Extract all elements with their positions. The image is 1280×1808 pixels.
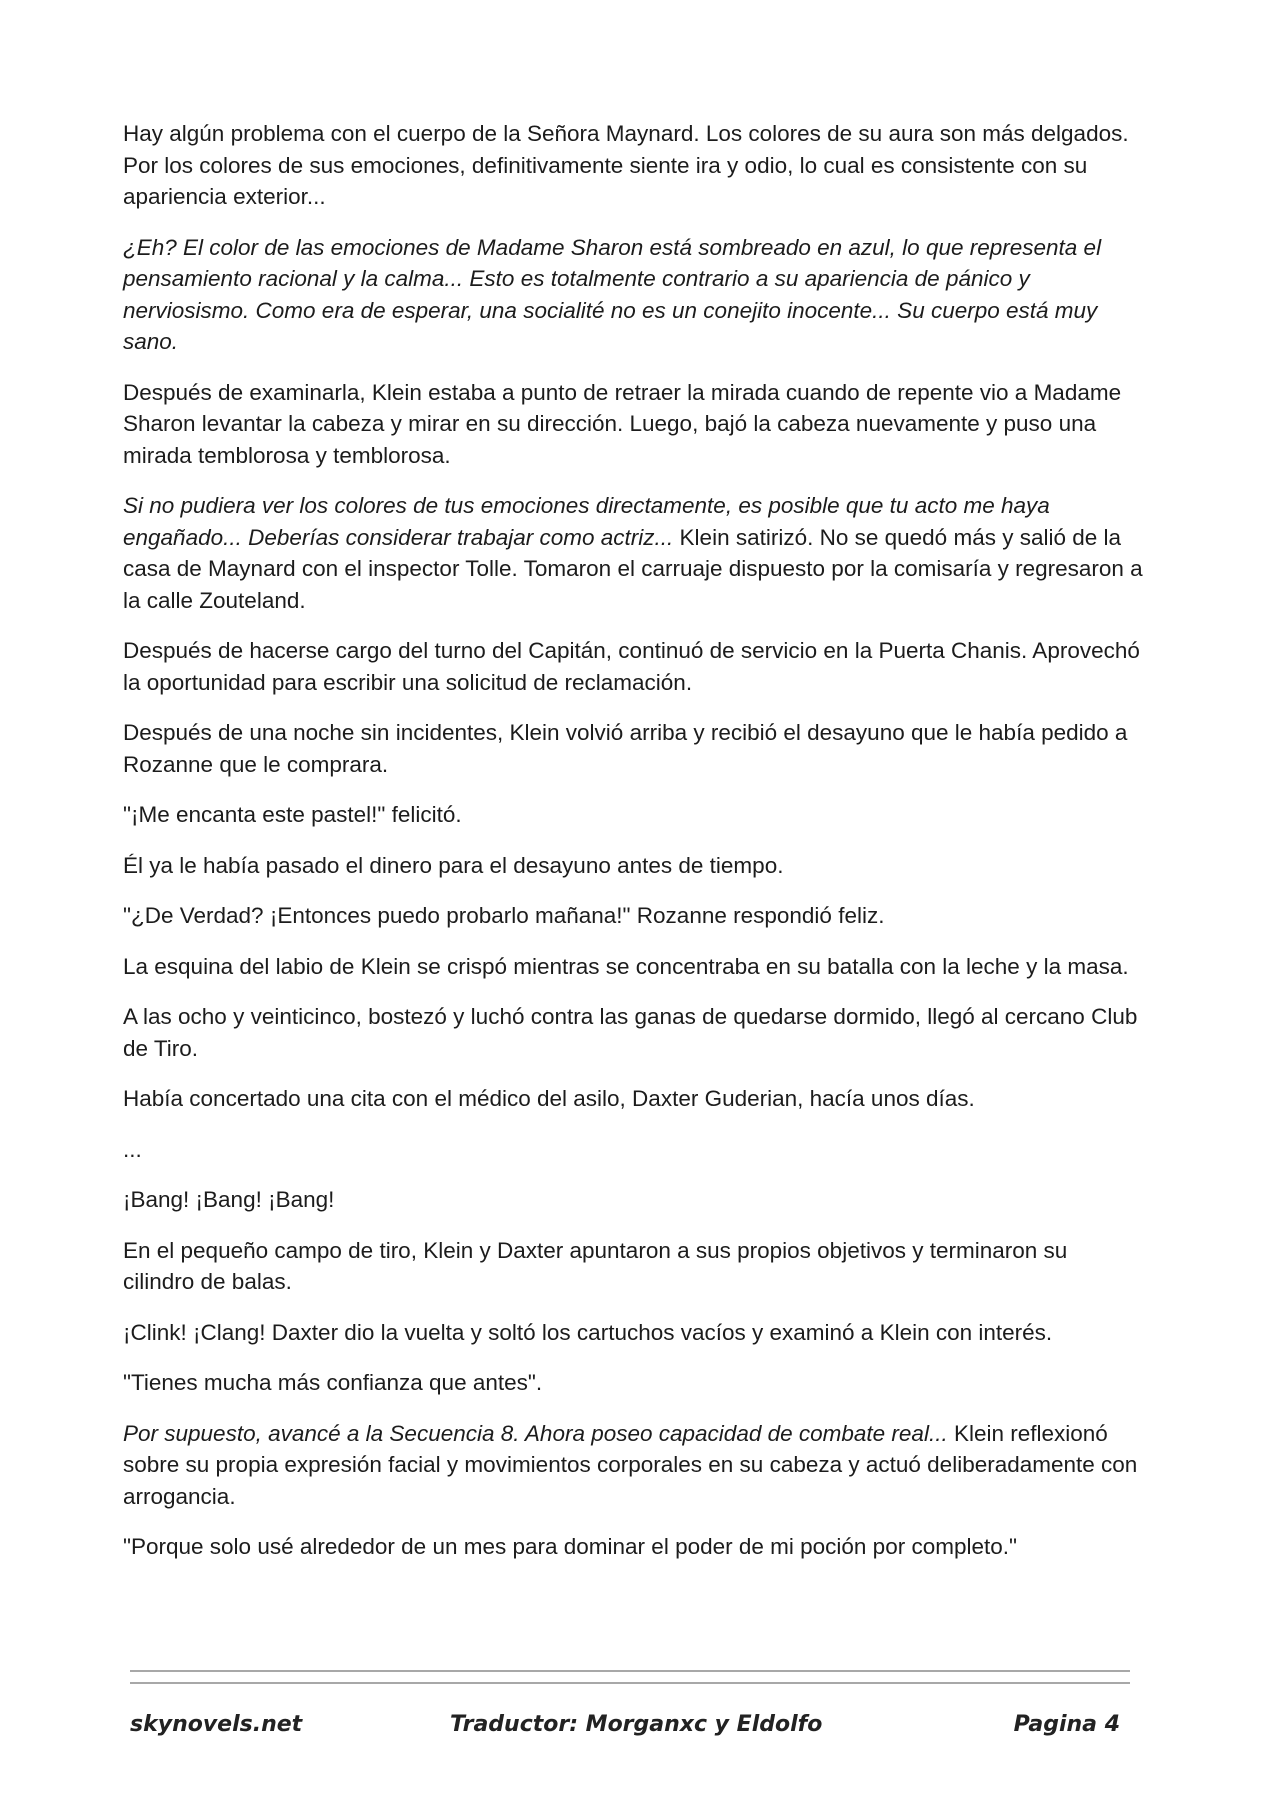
paragraph — [123, 1418, 1143, 1513]
paragraph — [123, 1531, 1143, 1563]
paragraph — [123, 1235, 1143, 1298]
paragraph — [123, 1083, 1143, 1115]
text-run: ... — [123, 1136, 142, 1162]
paragraph — [123, 377, 1143, 472]
paragraph — [123, 118, 1143, 213]
text-run: Después de una noche sin incidentes, Klein volvió arriba y recibió el desayuno que le había pedido a Rozanne que le comprara. — [123, 720, 1128, 777]
text-run: "Tienes mucha más confianza que antes". — [123, 1370, 543, 1395]
footer-page-number: Pagina 4 — [1013, 1712, 1120, 1737]
paragraph — [123, 717, 1143, 780]
text-run: Klein satirizó. No se quedó más y salió de la casa de Maynard con el inspector Tolle. Tomaron el carruaje dispuesto por la comisaría y regresaron a la calle Zouteland. — [123, 524, 1143, 613]
text-run: "¿De Verdad? ¡Entonces puedo probarlo mañana!" Rozanne respondió feliz. — [123, 903, 885, 928]
italic-text-run: ¿Eh? El color de las emociones de Madame Sharon está sombreado en azul, lo que representa el pensamiento racional y la calma... Esto es totalmente contrario a su apariencia de pánico y nerviosismo. Como era de esperar, una socialité no es un conejito inocente... Su cuerpo está muy sano. — [123, 234, 1102, 354]
paragraph — [123, 951, 1143, 983]
document-body — [123, 118, 1143, 1582]
text-run: La esquina del labio de Klein se crispó mientras se concentraba en su batalla con la leche y la masa. — [123, 953, 1129, 979]
footer-translator: Traductor: Morganxc y Eldolfo — [450, 1712, 823, 1737]
text-run: ¡Bang! ¡Bang! ¡Bang! — [123, 1187, 335, 1212]
paragraph — [123, 635, 1143, 698]
text-run: Hay algún problema con el cuerpo de la Señora Maynard. Los colores de su aura son más delgados. Por los colores de sus emociones, definitivamente siente ira y odio, lo cual es consistente con su apariencia exterior... — [123, 121, 1129, 209]
footer-rule-bottom — [130, 1682, 1130, 1684]
paragraph — [123, 1184, 1143, 1216]
text-run: A las ocho y veinticinco, bostezó y luchó contra las ganas de quedarse dormido, llegó al cercano Club de Tiro. — [123, 1004, 1138, 1061]
text-run: En el pequeño campo de tiro, Klein y Daxter apuntaron a sus propios objetivos y terminaron su cilindro de balas. — [123, 1237, 1068, 1294]
paragraph — [123, 232, 1143, 358]
paragraph — [123, 490, 1143, 616]
text-run: ¡Clink! ¡Clang! Daxter dio la vuelta y soltó los cartuchos vacíos y examinó a Klein con interés. — [123, 1319, 1053, 1345]
page-footer — [130, 1712, 1120, 1752]
text-run: "¡Me encanta este pastel!" felicitó. — [123, 802, 462, 827]
scene-break — [123, 1134, 1143, 1166]
text-run: Había concertado una cita con el médico del asilo, Daxter Guderian, hacía unos días. — [123, 1086, 975, 1111]
italic-text-run: Si no pudiera ver los colores de tus emociones directamente, es posible que tu acto me haya engañado... Deberías considerar trabajar como actriz... — [123, 493, 1050, 550]
paragraph — [123, 1317, 1143, 1349]
paragraph — [123, 1001, 1143, 1064]
text-run: Él ya le había pasado el dinero para el desayuno antes de tiempo. — [123, 852, 784, 878]
paragraph — [123, 1367, 1143, 1399]
text-run: Después de hacerse cargo del turno del Capitán, continuó de servicio en la Puerta Chanis. Aprovechó la oportunidad para escribir una solicitud de reclamación. — [123, 638, 1140, 695]
paragraph — [123, 850, 1143, 882]
footer-rule-top — [130, 1670, 1130, 1672]
text-run: Klein reflexionó sobre su propia expresión facial y movimientos corporales en su cabeza y actuó deliberadamente con arrogancia. — [123, 1420, 1138, 1509]
footer-divider — [130, 1670, 1130, 1684]
text-run: "Porque solo usé alrededor de un mes para dominar el poder de mi poción por completo." — [123, 1534, 1017, 1559]
text-run: Después de examinarla, Klein estaba a punto de retraer la mirada cuando de repente vio a Madame Sharon levantar la cabeza y mirar en su dirección. Luego, bajó la cabeza nuevamente y puso una mirada temblorosa y temblorosa. — [123, 379, 1122, 468]
italic-text-run: Por supuesto, avancé a la Secuencia 8. Ahora poseo capacidad de combate real... — [123, 1420, 948, 1446]
paragraph — [123, 900, 1143, 932]
paragraph — [123, 799, 1143, 831]
footer-site: skynovels.net — [130, 1712, 303, 1737]
